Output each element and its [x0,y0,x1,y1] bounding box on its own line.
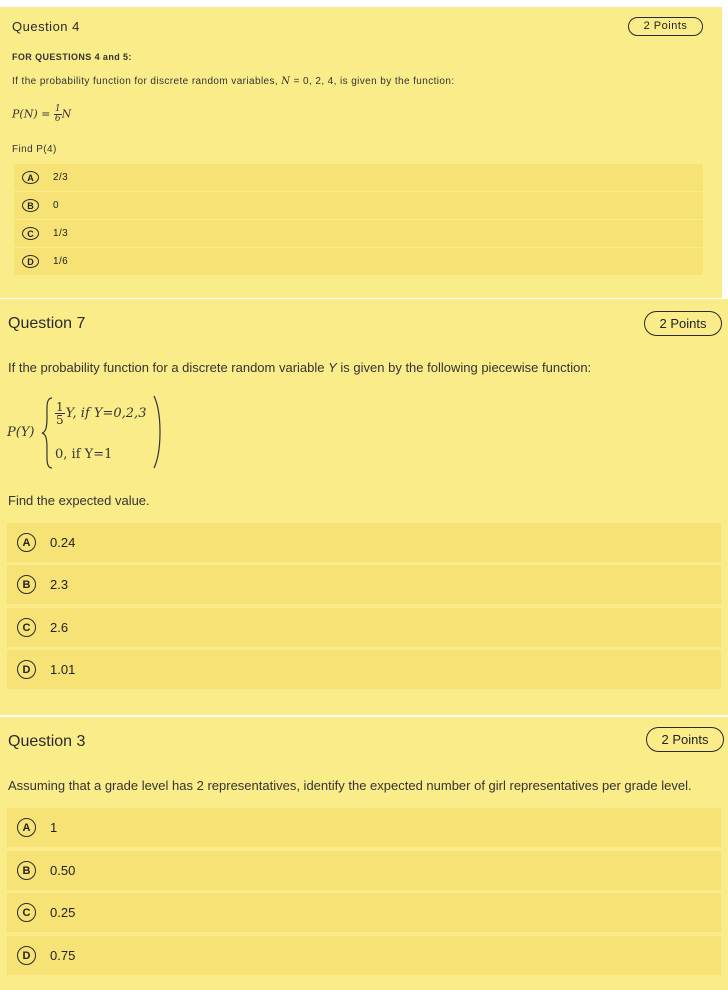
option-text: 2.3 [50,577,69,592]
fraction-denominator: 6 [54,114,61,124]
option-letter: D [17,660,36,679]
fraction-numerator: 1 [54,104,61,114]
intro-text-start: If the probability function for a discrete random variable [8,360,329,375]
option-letter: A [17,533,36,552]
option-text: 0.25 [50,905,76,920]
option-b[interactable] [14,192,703,219]
option-a[interactable] [7,523,721,562]
question-4-formula [12,105,71,124]
option-text: 2/3 [53,172,69,183]
formula-fraction [54,105,62,124]
option-letter: B [17,861,36,880]
question-4-intro [12,76,455,87]
option-letter: C [17,903,36,922]
option-letter: C [17,618,36,637]
option-a[interactable] [14,164,703,191]
option-letter: A [22,171,39,184]
formula-fraction [55,401,65,426]
option-letter: A [17,818,36,837]
option-text: 0.50 [50,863,76,878]
option-text: 0.75 [50,948,76,963]
question-3-title: Question 3 [8,733,86,750]
left-brace-icon [41,397,53,469]
option-text: 2.6 [50,620,69,635]
option-text: 1 [50,820,58,835]
question-7-intro [8,360,591,375]
question-3-card [0,717,728,990]
option-letter: C [22,227,39,240]
option-b[interactable] [7,565,721,604]
question-7-piecewise-formula [7,395,167,471]
option-text: 0.24 [50,535,76,550]
formula-case-1 [55,401,146,426]
intro-variable: N [281,76,291,87]
option-letter: B [22,199,39,212]
option-c[interactable] [7,608,721,647]
intro-text-start: If the probability function for discrete random variables, [12,76,282,87]
question-4-points-badge: 2 Points [628,17,703,36]
intro-variable: Y [328,360,337,375]
case-2-text: 0, if Y=1 [55,447,113,462]
option-a[interactable] [7,808,721,847]
option-b[interactable] [7,851,721,890]
question-4-card [0,7,722,298]
option-text: 1/6 [53,256,69,267]
option-letter: D [17,946,36,965]
option-text: 1/3 [53,228,69,239]
option-d[interactable] [14,248,703,275]
question-7-title: Question 7 [8,315,86,332]
option-d[interactable] [7,936,721,975]
right-paren-icon [153,395,165,469]
question-4-prompt: Find P(4) [12,144,57,155]
option-letter: D [22,255,39,268]
fraction-numerator: 1 [56,400,64,414]
question-7-points-badge: 2 Points [644,311,722,336]
question-3-points-badge: 2 Points [646,727,724,752]
question-7-prompt: Find the expected value. [8,493,150,508]
option-c[interactable] [7,893,721,932]
fraction-denominator: 5 [56,413,64,427]
intro-text-end: = 0, 2, 4, is given by the function: [290,76,455,87]
formula-lhs: P(N) = [12,107,51,121]
option-d[interactable] [7,650,721,689]
formula-variable: N [61,107,72,121]
question-4-header: FOR QUESTIONS 4 and 5: [12,52,132,62]
case-1-text: Y, if Y=0,2,3 [65,406,147,421]
option-letter: B [17,575,36,594]
intro-text-end: is given by the following piecewise function: [336,360,592,375]
option-c[interactable] [14,220,703,247]
option-text: 0 [53,200,59,211]
question-7-card [0,299,728,715]
option-text: 1.01 [50,662,76,677]
formula-lhs: P(Y) [7,425,35,440]
question-4-title: Question 4 [12,19,80,34]
question-3-intro: Assuming that a grade level has 2 representatives, identify the expected number of girl representatives per grade level. [8,778,692,793]
